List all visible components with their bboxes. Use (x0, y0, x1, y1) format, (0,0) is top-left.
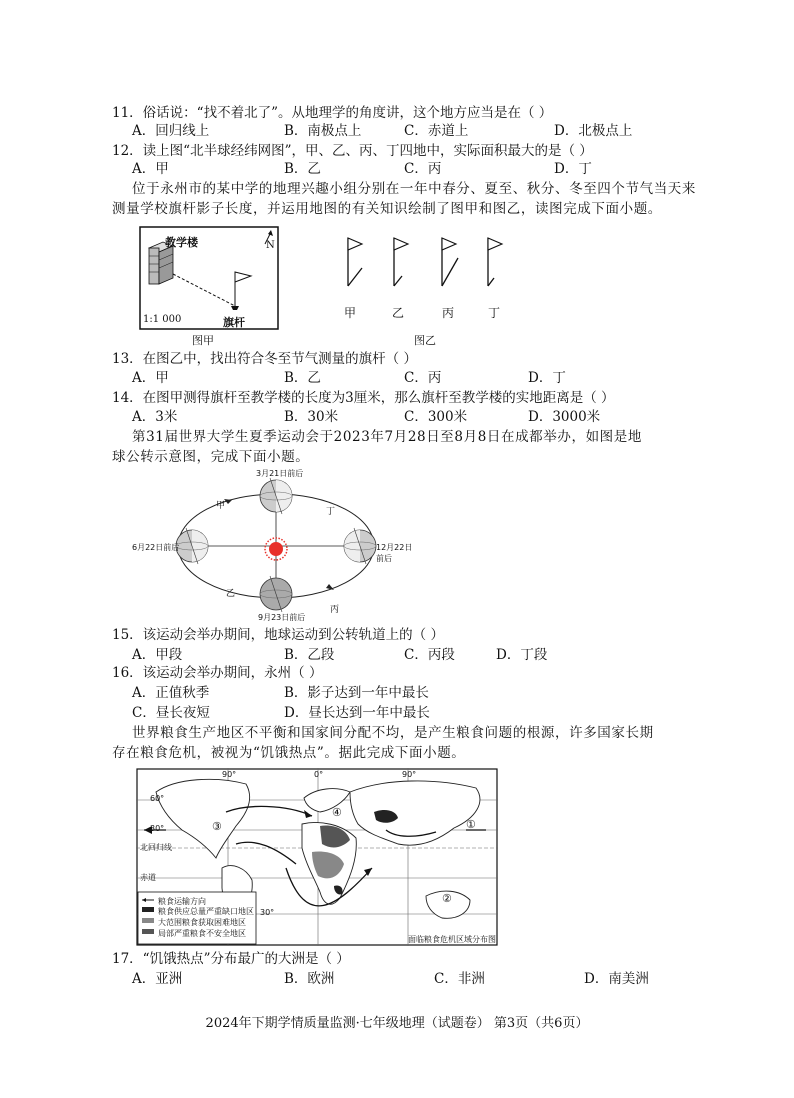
intro-food-line2: 存在粮食危机，被视为“饥饿热点”。据此完成下面小题。 (112, 745, 466, 761)
equator-label: 赤道 (140, 873, 156, 882)
q13-option-c: C．丙 (404, 370, 442, 386)
flagpole-yi-icon (394, 238, 408, 286)
lat-30n: 30° (150, 824, 165, 833)
legend-insecure: 局部严重粮食不安全地区 (158, 929, 246, 938)
marker-3: ③ (212, 820, 222, 833)
date-spring: 3月21日前后 (256, 469, 304, 478)
tropic-label: 北回归线 (140, 843, 172, 852)
date-autumn: 9月23日前后 (258, 613, 306, 622)
q17-option-d: D．南美洲 (584, 971, 649, 987)
figure-jia (139, 226, 279, 330)
north-label: N (266, 240, 275, 251)
q17-option-c: C．非洲 (434, 971, 485, 987)
building-label: 教学楼 (165, 236, 198, 249)
lon-e90: 90° (402, 770, 417, 779)
date-summer: 6月22日前后 (132, 543, 180, 552)
q17-stem: 17．“饥饿热点”分布最广的大洲是（ ） (112, 951, 350, 967)
segment-bing: 丙 (330, 605, 340, 615)
figure-yi-caption: 图乙 (414, 334, 436, 347)
legend-transport: 粮食运输方向 (158, 897, 206, 906)
flagpole-label: 旗杆 (223, 316, 245, 329)
q12-option-d: D．丁 (554, 161, 592, 177)
segment-ding: 丁 (326, 507, 336, 517)
q11-option-b: B．南极点上 (284, 123, 362, 139)
q16-option-a: A．正值秋季 (132, 685, 210, 701)
marker-4: ④ (332, 806, 342, 819)
segment-yi: 乙 (226, 589, 236, 599)
q16-option-c: C．昼长夜短 (132, 705, 210, 721)
q17-option-a: A．亚洲 (132, 971, 183, 987)
q11-option-d: D．北极点上 (554, 123, 633, 139)
q12-option-b: B．乙 (284, 161, 321, 177)
lat-30s: 30° (260, 908, 275, 917)
q16-stem: 16．该运动会举办期间，永州（ ） (112, 665, 323, 681)
intro-food-line1: 世界粮食生产地区不平衡和国家间分配不均，是产生粮食问题的根源，许多国家长期 (132, 725, 654, 741)
intro-flagpole-line1: 位于永州市的某中学的地理兴趣小组分别在一年中春分、夏至、秋分、冬至四个节气当天来 (132, 181, 696, 197)
q14-option-d: D．3000米 (528, 409, 601, 425)
lon-0: 0° (314, 770, 324, 779)
legend-shortfall: 粮食供应总量严重缺口地区 (158, 907, 254, 916)
q15-option-b: B．乙段 (284, 647, 335, 663)
q15-option-c: C．丙段 (404, 647, 455, 663)
figure-jia-caption: 图甲 (192, 334, 214, 347)
q13-option-a: A．甲 (132, 370, 169, 386)
q13-stem: 13．在图乙中，找出符合冬至节气测量的旗杆（ ） (112, 351, 417, 367)
q12-option-c: C．丙 (404, 161, 442, 177)
q11-option-a: A．回归线上 (132, 123, 210, 139)
lon-w90: 90° (222, 770, 237, 779)
figure-yi (336, 232, 516, 324)
intro-orbit-line1: 第31届世界大学生夏季运动会于2023年7月28日至8月8日在成都举办，如图是地 (132, 429, 642, 445)
marker-1: ① (466, 818, 476, 831)
earth-icon-spring (260, 478, 292, 514)
flagpole-ding-icon (488, 238, 502, 286)
q14-option-c: C．300米 (404, 409, 468, 425)
lat-60: 60° (150, 794, 165, 803)
page-footer: 2024年下期学情质量监测·七年级地理（试题卷） 第3页（共6页） (205, 1016, 589, 1031)
flag-label-bing: 丙 (442, 306, 455, 320)
q11-option-c: C．赤道上 (404, 123, 469, 139)
flagpole-jia-icon (348, 238, 362, 286)
intro-orbit-line2: 球公转示意图，完成下面小题。 (112, 449, 310, 465)
q12-stem: 12．读上图“北半球经纬网图”，甲、乙、丙、丁四地中，实际面积最大的是（ ） (112, 143, 593, 159)
q16-option-d: D．昼长达到一年中最长 (284, 705, 430, 721)
map-title: 面临粮食危机区域分布图 (408, 935, 496, 944)
flag-label-jia: 甲 (344, 306, 357, 320)
q13-option-b: B．乙 (284, 370, 321, 386)
q15-option-a: A．甲段 (132, 647, 183, 663)
segment-jia: 甲 (216, 501, 226, 511)
earth-icon-autumn (260, 576, 292, 612)
map-scale: 1:1 000 (143, 314, 182, 325)
q17-option-b: B．欧洲 (284, 971, 335, 987)
q11-stem: 11．俗话说：“找不着北了”。从地理学的角度讲，这个地方应当是在（ ） (112, 105, 553, 121)
flag-label-yi: 乙 (392, 306, 405, 320)
marker-2: ② (442, 892, 452, 905)
intro-flagpole-line2: 测量学校旗杆影子长度，并运用地图的有关知识绘制了图甲和图乙，读图完成下面小题。 (112, 201, 662, 217)
q16-option-b: B．影子达到一年中最长 (284, 685, 429, 701)
flagpole-bing-icon (442, 238, 458, 286)
q14-option-b: B．30米 (284, 409, 339, 425)
q15-stem: 15．该运动会举办期间，地球运动到公转轨道上的（ ） (112, 627, 444, 643)
date-winter: 12月22日前后 (376, 543, 413, 563)
legend-access: 大范围粮食获取困难地区 (158, 918, 246, 927)
q12-option-a: A．甲 (132, 161, 169, 177)
flag-label-ding: 丁 (488, 306, 501, 320)
food-crisis-map (136, 768, 498, 946)
q14-option-a: A．3米 (132, 409, 178, 425)
q15-option-d: D．丁段 (496, 647, 548, 663)
q13-option-d: D．丁 (528, 370, 566, 386)
q14-stem: 14．在图甲测得旗杆至教学楼的长度为3厘米，那么旗杆至教学楼的实地距离是（ ） (112, 390, 615, 406)
orbit-diagram (130, 466, 420, 622)
